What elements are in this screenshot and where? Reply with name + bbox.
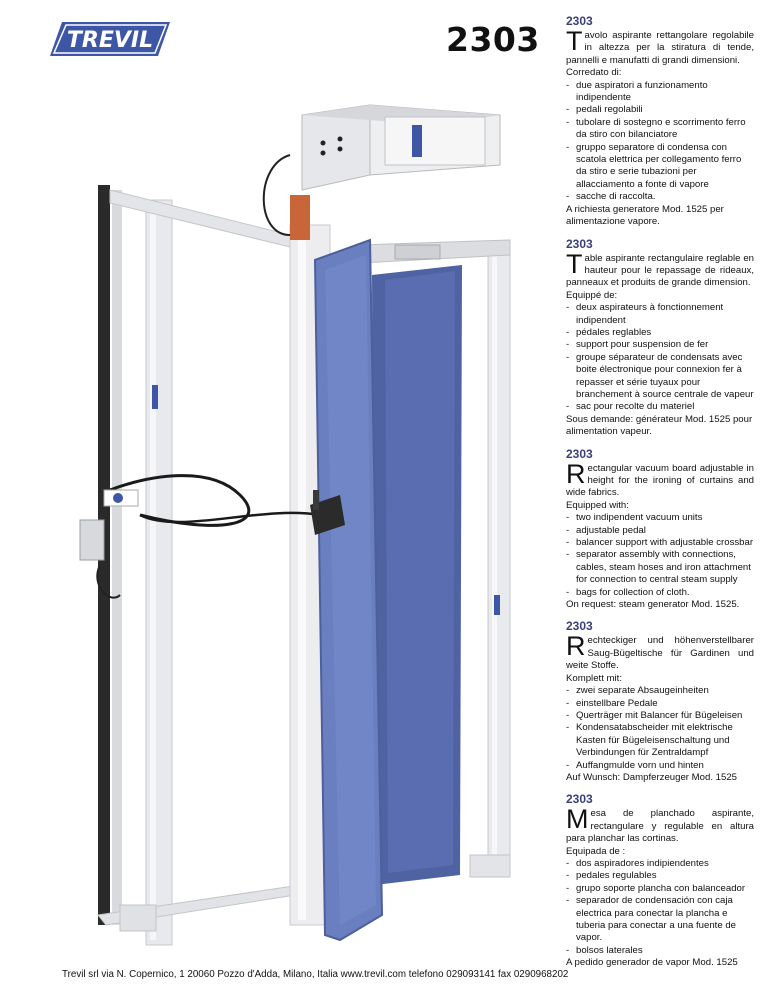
list-item: - adjustable pedal: [566, 525, 754, 537]
description-column: [566, 14, 754, 978]
feature-list: [566, 858, 754, 957]
list-item: - sacche di raccolta.: [566, 191, 754, 203]
section-spanish: [566, 792, 754, 969]
drop-cap: T: [566, 248, 583, 279]
list-item: - Auffangmulde vorn und hinten: [566, 760, 754, 772]
section-english: [566, 447, 754, 612]
section-heading: 2303: [566, 446, 593, 461]
logo-text: TREVIL: [66, 28, 154, 53]
section-intro: [566, 26, 754, 67]
list-item: - gruppo separatore di condensa con scatola elettrica per collegamento ferro da stiro e serie tubazioni per allacciamento a fonte di vapore: [566, 142, 754, 192]
drop-cap: R: [566, 458, 586, 489]
intro-text: ectangular vacuum board adjustable in height for the ironing of curtains and wide fabrics.: [566, 462, 754, 499]
list-item: - einstellbare Pedale: [566, 698, 754, 710]
section-heading: 2303: [566, 792, 593, 807]
list-item: - zwei separate Absaugeinheiten: [566, 685, 754, 697]
section-intro: [566, 804, 754, 845]
company-footer: Trevil srl via N. Copernico, 1 20060 Pozzo d'Adda, Milano, Italia www.trevil.com telefono 029093141 fax 0290968202: [62, 969, 569, 980]
section-heading: 2303: [566, 14, 593, 28]
list-item: - two indipendent vacuum units: [566, 512, 754, 524]
list-item: - deux aspirateurs à fonctionnement indipendent: [566, 302, 754, 327]
list-item: - separador de condensación con caja electrica para conectar la plancha e tuberia para conectar a una fuente de vapor.: [566, 895, 754, 945]
list-item: - grupo soporte plancha con balanceador: [566, 883, 754, 895]
feature-list: [566, 302, 754, 414]
list-item: - bags for collection of cloth.: [566, 587, 754, 599]
list-title: Corredato di:: [566, 67, 622, 79]
list-item: - due aspiratori a funzionamento indipendente: [566, 80, 754, 105]
feature-list: [566, 512, 754, 599]
section-note: Auf Wunsch: Dampferzeuger Mod. 1525: [566, 771, 738, 783]
section-intro: [566, 458, 754, 500]
intro-text: echteckiger und höhenverstellbarer Saug-Bügeltische für Gardinen und weite Stoffe.: [566, 635, 754, 672]
feature-list: [566, 685, 754, 772]
list-item: - groupe séparateur de condensats avec boite électronique pour connexion fer à repasser et série tuyaux pour branchement à source centrale de vapeur: [566, 352, 754, 402]
model-number: 2303: [446, 20, 540, 59]
intro-text: able aspirante rectangulaire reglable en hauteur pour le repassage de rideaux, panneaux et produits de grande dimension.: [566, 252, 754, 289]
section-intro: [566, 631, 754, 672]
list-item: - pedali regolabili: [566, 104, 754, 116]
list-item: - separator assembly with connections, cables, steam hoses and iron attachment for connection to central steam supply: [566, 549, 754, 586]
list-item: - Querträger mit Balancer für Bügeleisen: [566, 710, 754, 722]
list-item: - support pour suspension de fer: [566, 339, 754, 351]
list-item: - sac pour recolte du materiel: [566, 401, 754, 413]
section-note: A pedido generador de vapor Mod. 1525: [566, 957, 738, 969]
list-item: - pedales regulables: [566, 870, 754, 882]
list-item: - Kondensatabscheider mit elektrische Kasten für Bügeleisenschaltung und Verbindungen für Zentraldampf: [566, 722, 754, 759]
list-item: - tubolare di sostegno e scorrimento ferro da stiro con bilanciatore: [566, 117, 754, 142]
section-intro: [566, 248, 754, 290]
section-note: A richiesta generatore Mod. 1525 per alimentazione vapore.: [566, 203, 724, 228]
list-title: Komplett mit:: [566, 672, 622, 684]
list-title: Equipped with:: [566, 499, 629, 511]
section-note: Sous demande: générateur Mod. 1525 pour alimentation vapeur.: [566, 413, 753, 438]
drop-cap: R: [566, 631, 586, 662]
drop-cap: M: [566, 804, 589, 835]
drop-cap: T: [566, 26, 583, 56]
section-french: [566, 237, 754, 439]
section-german: [566, 619, 754, 784]
intro-text: avolo aspirante rettangolare regolabile in altezza per la stiratura di tende, pannelli e manufatti di grandi dimensioni.: [566, 30, 754, 66]
list-title: Equippé de:: [566, 289, 618, 301]
list-item: - balancer support with adjustable crossbar: [566, 537, 754, 549]
product-photo: [40, 95, 550, 955]
list-item: - bolsos laterales: [566, 945, 754, 957]
trevil-logo: [48, 20, 172, 58]
section-heading: 2303: [566, 619, 593, 634]
list-title: Equipada de :: [566, 845, 626, 857]
list-item: - dos aspiradores indipiendentes: [566, 858, 754, 870]
section-heading: 2303: [566, 236, 593, 251]
feature-list: [566, 80, 754, 204]
list-item: - pédales reglables: [566, 327, 754, 339]
intro-text: esa de planchado aspirante, rectangulare y regulable en altura para planchar las cortinas.: [566, 808, 754, 845]
section-note: On request: steam generator Mod. 1525.: [566, 599, 740, 611]
section-italian: [566, 14, 754, 229]
